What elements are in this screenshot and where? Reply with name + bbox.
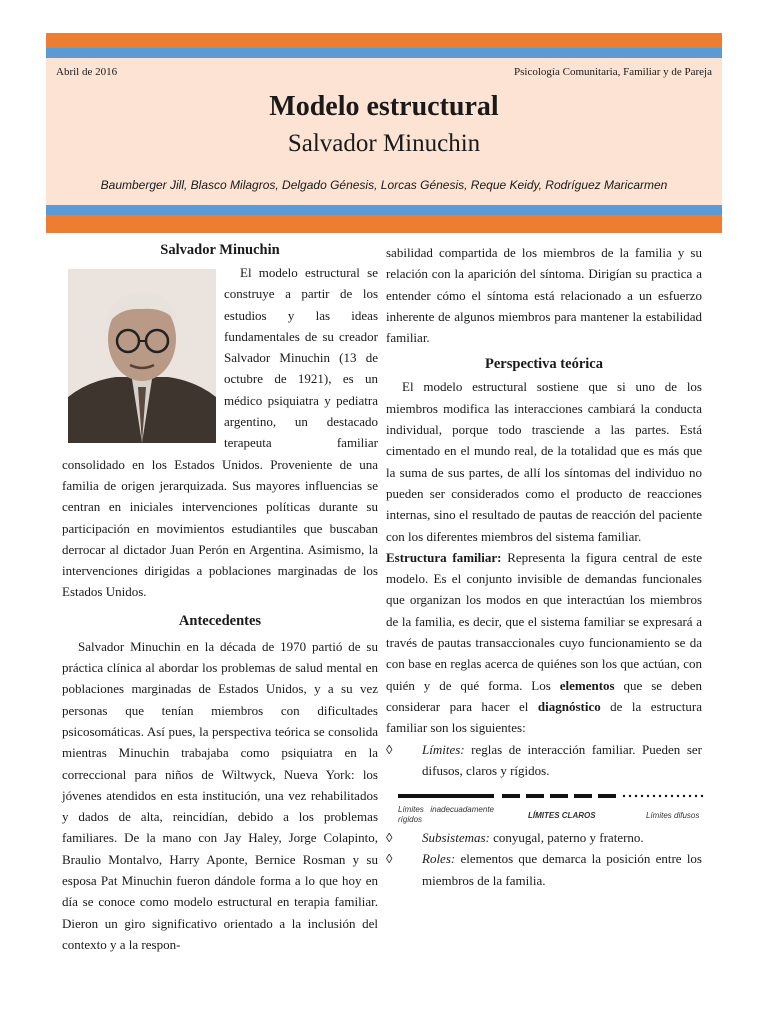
limits-label-rigid: Límites inadecuadamente rígidos: [398, 805, 494, 825]
estructura-text-d: de la estructura familiar son los siguientes:: [386, 698, 703, 736]
antecedentes-paragraph: Salvador Minuchin en la década de 1970 partió de su práctica clínica al abordar los problemas de salud mental en poblaciones marginadas de Estados Unidos, y a su vez personas que tenían miembros con dificultades psicosomáticas. Así pues, la perspectiva teórica se consolida mientras Minuchin trabajaba como psiquiatra en la correccional para niños de Wiltwyck, Nueva York: los jóvenes atendidos en esta institución, una vez rehabilitados y dados de alta, reincidían, debido a los problemas familiares. De la mano con Jay Haley, Jorge Colapinto, Braulio Montalvo, Harry Aponte, Bernice Rosman y su esposa Pat Minuchin fueron dándole forma a lo que hoy en día se conoce como modelo estructural en terapia familiar. Dieron un giro significativo orientado a la inclusión del contexto y a la respon-: [62, 638, 378, 952]
limites-text: reglas de interacción familiar. Pueden ser difusos, claros y rígidos.: [422, 741, 702, 778]
limits-label-clear: LÍMITES CLAROS: [528, 811, 596, 821]
estructura-familiar-term: Estructura familiar:: [386, 549, 502, 565]
publication-name: Psicología Comunitaria, Familiar y de Pareja: [514, 66, 712, 78]
intro-paragraph: El modelo estructural se construye a partir de los estudios y las ideas fundamentales de su creador Salvador Minuchin (13 de octubre de 1921), es un médico psiquiatra y pediatra argentino, un destacado terapeuta familiar consolidado en los Estados Unidos. Proveniente de una familia de origen jerarquizada. Sus mayores influencias se centran en iniciales intervenciones políticas durante su participación en movimientos estudiantiles que buscaban derrocar al dictador Juan Perón en Argentina. Asimismo, la intervenciones dirigidas a poblaciones marginadas de los Estados Unidos.: [62, 265, 378, 600]
diagnostico-term: diagnóstico: [537, 698, 601, 714]
estructura-text-a: Representa la figura central de este modelo. Es el conjunto invisible de demandas funcionales que organizan los modos en que interactúan los miembros de la familia, es decir, que el sistema familiar se expresará a través de pautas transaccionales cuyo funcionamiento se da con base en reglas acerca de quiénes son los que actúan, con quién y de qué forma. Los: [386, 549, 702, 693]
section-heading-antecedentes: Antecedentes: [178, 612, 262, 629]
roles-term: Roles:: [422, 851, 456, 867]
elementos-term: elementos: [559, 677, 615, 693]
subsistemas-text: conyugal, paterno y fraterno.: [489, 830, 644, 846]
header-band: [46, 33, 722, 233]
limites-term: Límites:: [422, 741, 465, 757]
estructura-familiar-paragraph: [386, 547, 702, 739]
top-orange-stripe: [46, 33, 722, 48]
section-heading-perspectiva: Perspectiva teórica: [485, 356, 603, 373]
limits-label-diffuse: Límites difusos: [646, 811, 700, 821]
perspectiva-paragraph: El modelo estructural sostiene que si uno de los miembros modifica las interacciones cambiará la conducta individual, porque todo trasciende a las partes. Está cimentado en el mundo real, de la totalidad que es más que la suma de sus partes, de allí los síntomas del individuo no pueden ser considerados como el producto de reacciones internas, sino el resultado de pautas de reacción del paciente con los diferentes miembros del sistema familiar.: [386, 379, 702, 544]
diamond-bullet-icon: ◊: [386, 851, 393, 867]
page-title: Modelo estructural: [269, 91, 499, 122]
antecedentes-paragraph-continued: sabilidad compartida de los miembros de la familia y su relación con la aparición del síntoma. Dirigían su practica a entender cómo el síntoma está relacionado a un esfuerzo inherente de algunos miembros para mantener la estabilidad familiar.: [386, 245, 702, 346]
list-item: [386, 848, 702, 891]
section-heading-minuchin: Salvador Minuchin: [160, 242, 280, 258]
estructura-text-c: que se deben considerar para hacer el: [386, 677, 703, 714]
authors-line: Baumberger Jill, Blasco Milagros, Delgado Génesis, Lorcas Génesis, Reque Keidy, Rodríguez Maricarmen: [100, 178, 668, 192]
bottom-blue-stripe: [46, 205, 722, 215]
issue-date: Abril de 2016: [56, 66, 118, 78]
bottom-orange-stripe: [46, 215, 722, 233]
roles-text: elementos que demarca la posición entre los miembros de la familia.: [422, 851, 702, 888]
diamond-bullet-icon: ◊: [386, 830, 393, 846]
subsistemas-term: Subsistemas:: [422, 830, 490, 846]
minuchin-portrait-photo: [68, 269, 216, 443]
diamond-bullet-icon: ◊: [386, 741, 393, 757]
top-blue-stripe: [46, 48, 722, 58]
list-item: [386, 827, 702, 848]
page-subtitle: Salvador Minuchin: [287, 130, 481, 157]
left-column: [62, 238, 378, 955]
limits-figure: [398, 791, 702, 825]
list-item: [386, 739, 702, 782]
right-column: [386, 242, 702, 891]
